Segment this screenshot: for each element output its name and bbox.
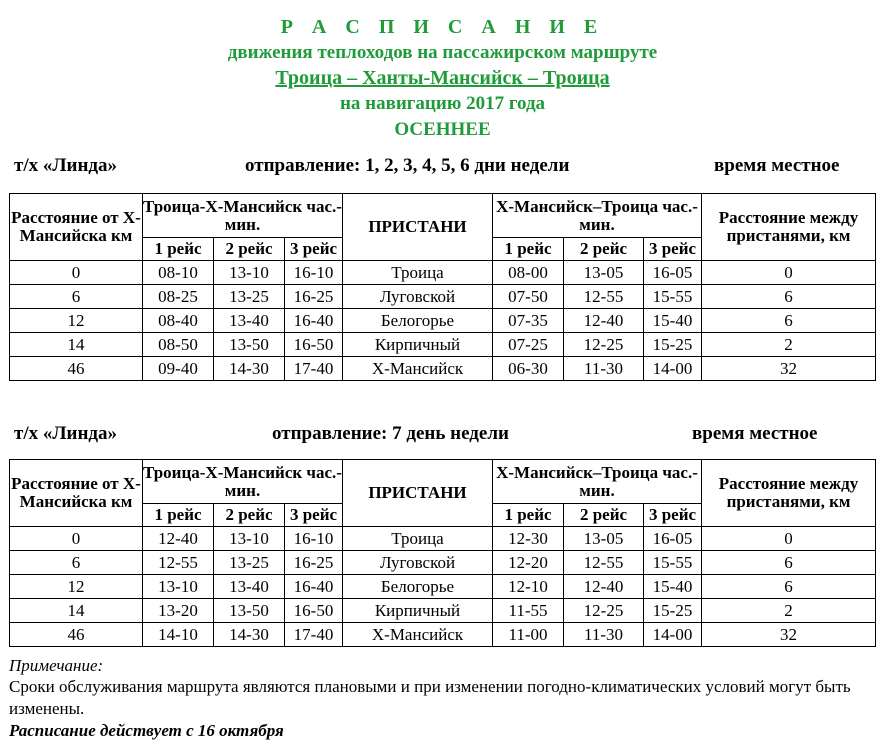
trip-header: 2 рейс <box>564 504 644 527</box>
direction-2-header: Х-Мансийск–Троица час.- мин. <box>493 460 702 504</box>
note-title: Примечание: <box>9 656 104 675</box>
schedule-table <box>9 459 876 647</box>
trip-header: 2 рейс <box>214 238 285 261</box>
direction-2-header: Х-Мансийск–Троица час.- мин. <box>493 194 702 238</box>
direction-1-header: Троица-Х-Мансийск час.- мин. <box>143 460 343 504</box>
trip-header: 2 рейс <box>214 504 285 527</box>
dist-between-header: Расстояние между пристанями, км <box>702 460 876 527</box>
trip-header: 3 рейс <box>285 238 343 261</box>
departure-days: отправление: 1, 2, 3, 4, 5, 6 дни недели <box>245 155 570 176</box>
trip-header: 3 рейс <box>644 504 702 527</box>
page-subtitle: движения теплоходов на пассажирском маршруте <box>227 42 658 63</box>
trip-header: 3 рейс <box>644 238 702 261</box>
schedule-table <box>9 193 876 381</box>
table-row: 6 08-25 13-25 16-25 Луговской 07-50 12-55 15-55 6 <box>10 285 876 309</box>
table-row: 14 08-50 13-50 16-50 Кирпичный 07-25 12-25 15-25 2 <box>10 333 876 357</box>
piers-header: ПРИСТАНИ <box>343 460 493 527</box>
ship-name: т/х «Линда» <box>14 155 118 176</box>
note-body: Сроки обслуживания маршрута являются плановыми и при изменении погодно-климатических условий могут быть изменены. <box>9 677 851 718</box>
table-row: 12 08-40 13-40 16-40 Белогорье 07-35 12-40 15-40 6 <box>10 309 876 333</box>
table-row: 46 14-10 14-30 17-40 Х-Мансийск 11-00 11-30 14-00 32 <box>10 623 876 647</box>
trip-header: 1 рейс <box>143 238 214 261</box>
piers-header: ПРИСТАНИ <box>343 194 493 261</box>
dist-from-header: Расстояние от Х-Мансийска км <box>10 194 143 261</box>
page-title: Р А С П И С А Н И Е <box>280 16 605 38</box>
table-row: 6 12-55 13-25 16-25 Луговской 12-20 12-55 15-55 6 <box>10 551 876 575</box>
table-row: 0 12-40 13-10 16-10 Троица 12-30 13-05 16-05 0 <box>10 527 876 551</box>
trip-header: 1 рейс <box>143 504 214 527</box>
notes-block <box>9 656 869 742</box>
section-meta <box>0 423 885 445</box>
trip-header: 1 рейс <box>493 238 564 261</box>
route-name: Троица – Ханты-Мансийск – Троица <box>275 67 610 89</box>
section-meta <box>0 155 885 177</box>
departure-days: отправление: 7 день недели <box>272 423 509 444</box>
table-row: 12 13-10 13-40 16-40 Белогорье 12-10 12-40 15-40 6 <box>10 575 876 599</box>
time-note: время местное <box>692 423 818 444</box>
navigation-year: на навигацию 2017 года <box>339 93 546 114</box>
trip-header: 3 рейс <box>285 504 343 527</box>
effective-date: Расписание действует с 16 октября <box>9 721 284 740</box>
ship-name: т/х «Линда» <box>14 423 118 444</box>
season-label: ОСЕННЕЕ <box>394 119 491 140</box>
time-note: время местное <box>714 155 840 176</box>
table-row: 14 13-20 13-50 16-50 Кирпичный 11-55 12-25 15-25 2 <box>10 599 876 623</box>
table-row: 46 09-40 14-30 17-40 Х-Мансийск 06-30 11-30 14-00 32 <box>10 357 876 381</box>
dist-between-header: Расстояние между пристанями, км <box>702 194 876 261</box>
table-row: 0 08-10 13-10 16-10 Троица 08-00 13-05 16-05 0 <box>10 261 876 285</box>
dist-from-header: Расстояние от Х-Мансийска км <box>10 460 143 527</box>
direction-1-header: Троица-Х-Мансийск час.- мин. <box>143 194 343 238</box>
trip-header: 1 рейс <box>493 504 564 527</box>
trip-header: 2 рейс <box>564 238 644 261</box>
